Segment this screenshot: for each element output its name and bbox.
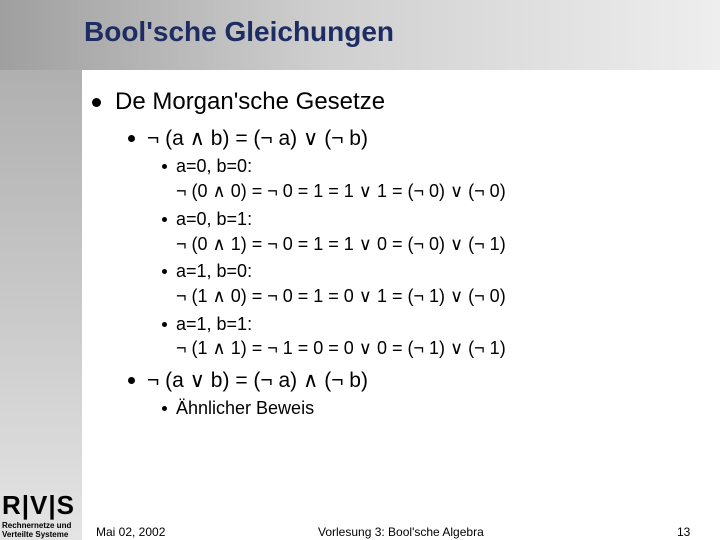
case-3-condition — [162, 261, 252, 282]
case-2-expression — [176, 234, 506, 255]
bullet-law-1 — [128, 126, 368, 151]
case-2-cond-text: a=0, b=1: — [176, 209, 253, 229]
footer-page-number: 13 — [677, 525, 691, 539]
bullet-dot — [162, 164, 167, 169]
logo-main-text: R|V|S — [2, 490, 76, 520]
footer-course: Vorlesung 3: Bool'sche Algebra — [318, 525, 484, 539]
bullet-main-1-text: De Morgan'sche Gesetze — [115, 88, 386, 115]
bullet-dot — [162, 406, 167, 411]
case-4-condition — [162, 314, 252, 335]
law-2-text: ¬ (a ∨ b) = (¬ a) ∧ (¬ b) — [147, 369, 368, 392]
case-3-expression — [176, 286, 506, 307]
law-1-text: ¬ (a ∧ b) = (¬ a) ∨ (¬ b) — [147, 127, 368, 150]
case-4-expr-text: ¬ (1 ∧ 1) = ¬ 1 = 0 = 0 ∨ 0 = (¬ 1) ∨ (¬ 1) — [176, 338, 506, 358]
similar-proof-text: Ähnlicher Beweis — [176, 398, 315, 418]
bullet-dot — [162, 322, 167, 327]
bullet-dot — [128, 135, 135, 142]
bullet-law-2 — [128, 368, 368, 393]
footer-date: Mai 02, 2002 — [96, 525, 166, 539]
left-gradient-band — [0, 0, 82, 540]
bullet-main-1 — [92, 88, 385, 116]
similar-proof-bullet — [162, 398, 314, 419]
case-1-expr-text: ¬ (0 ∧ 0) = ¬ 0 = 1 = 1 ∨ 1 = (¬ 0) ∨ (¬ 0) — [176, 181, 506, 201]
case-1-expression — [176, 181, 506, 202]
case-3-cond-text: a=1, b=0: — [176, 261, 253, 281]
case-1-condition — [162, 156, 252, 177]
bullet-dot — [92, 98, 101, 107]
rvs-logo — [0, 490, 82, 540]
case-4-cond-text: a=1, b=1: — [176, 314, 253, 334]
case-3-expr-text: ¬ (1 ∧ 0) = ¬ 0 = 1 = 0 ∨ 1 = (¬ 1) ∨ (¬ 0) — [176, 286, 506, 306]
bullet-dot — [162, 269, 167, 274]
case-1-cond-text: a=0, b=0: — [176, 156, 253, 176]
case-2-condition — [162, 209, 252, 230]
case-4-expression — [176, 338, 506, 359]
case-2-expr-text: ¬ (0 ∧ 1) = ¬ 0 = 1 = 1 ∨ 0 = (¬ 0) ∨ (¬ 1) — [176, 234, 506, 254]
slide-title: Bool'sche Gleichungen — [84, 16, 395, 47]
bullet-dot — [162, 217, 167, 222]
bullet-dot — [128, 377, 135, 384]
logo-line-1: Rechnernetze und — [2, 521, 72, 530]
logo-line-2: Verteilte Systeme — [2, 530, 69, 539]
